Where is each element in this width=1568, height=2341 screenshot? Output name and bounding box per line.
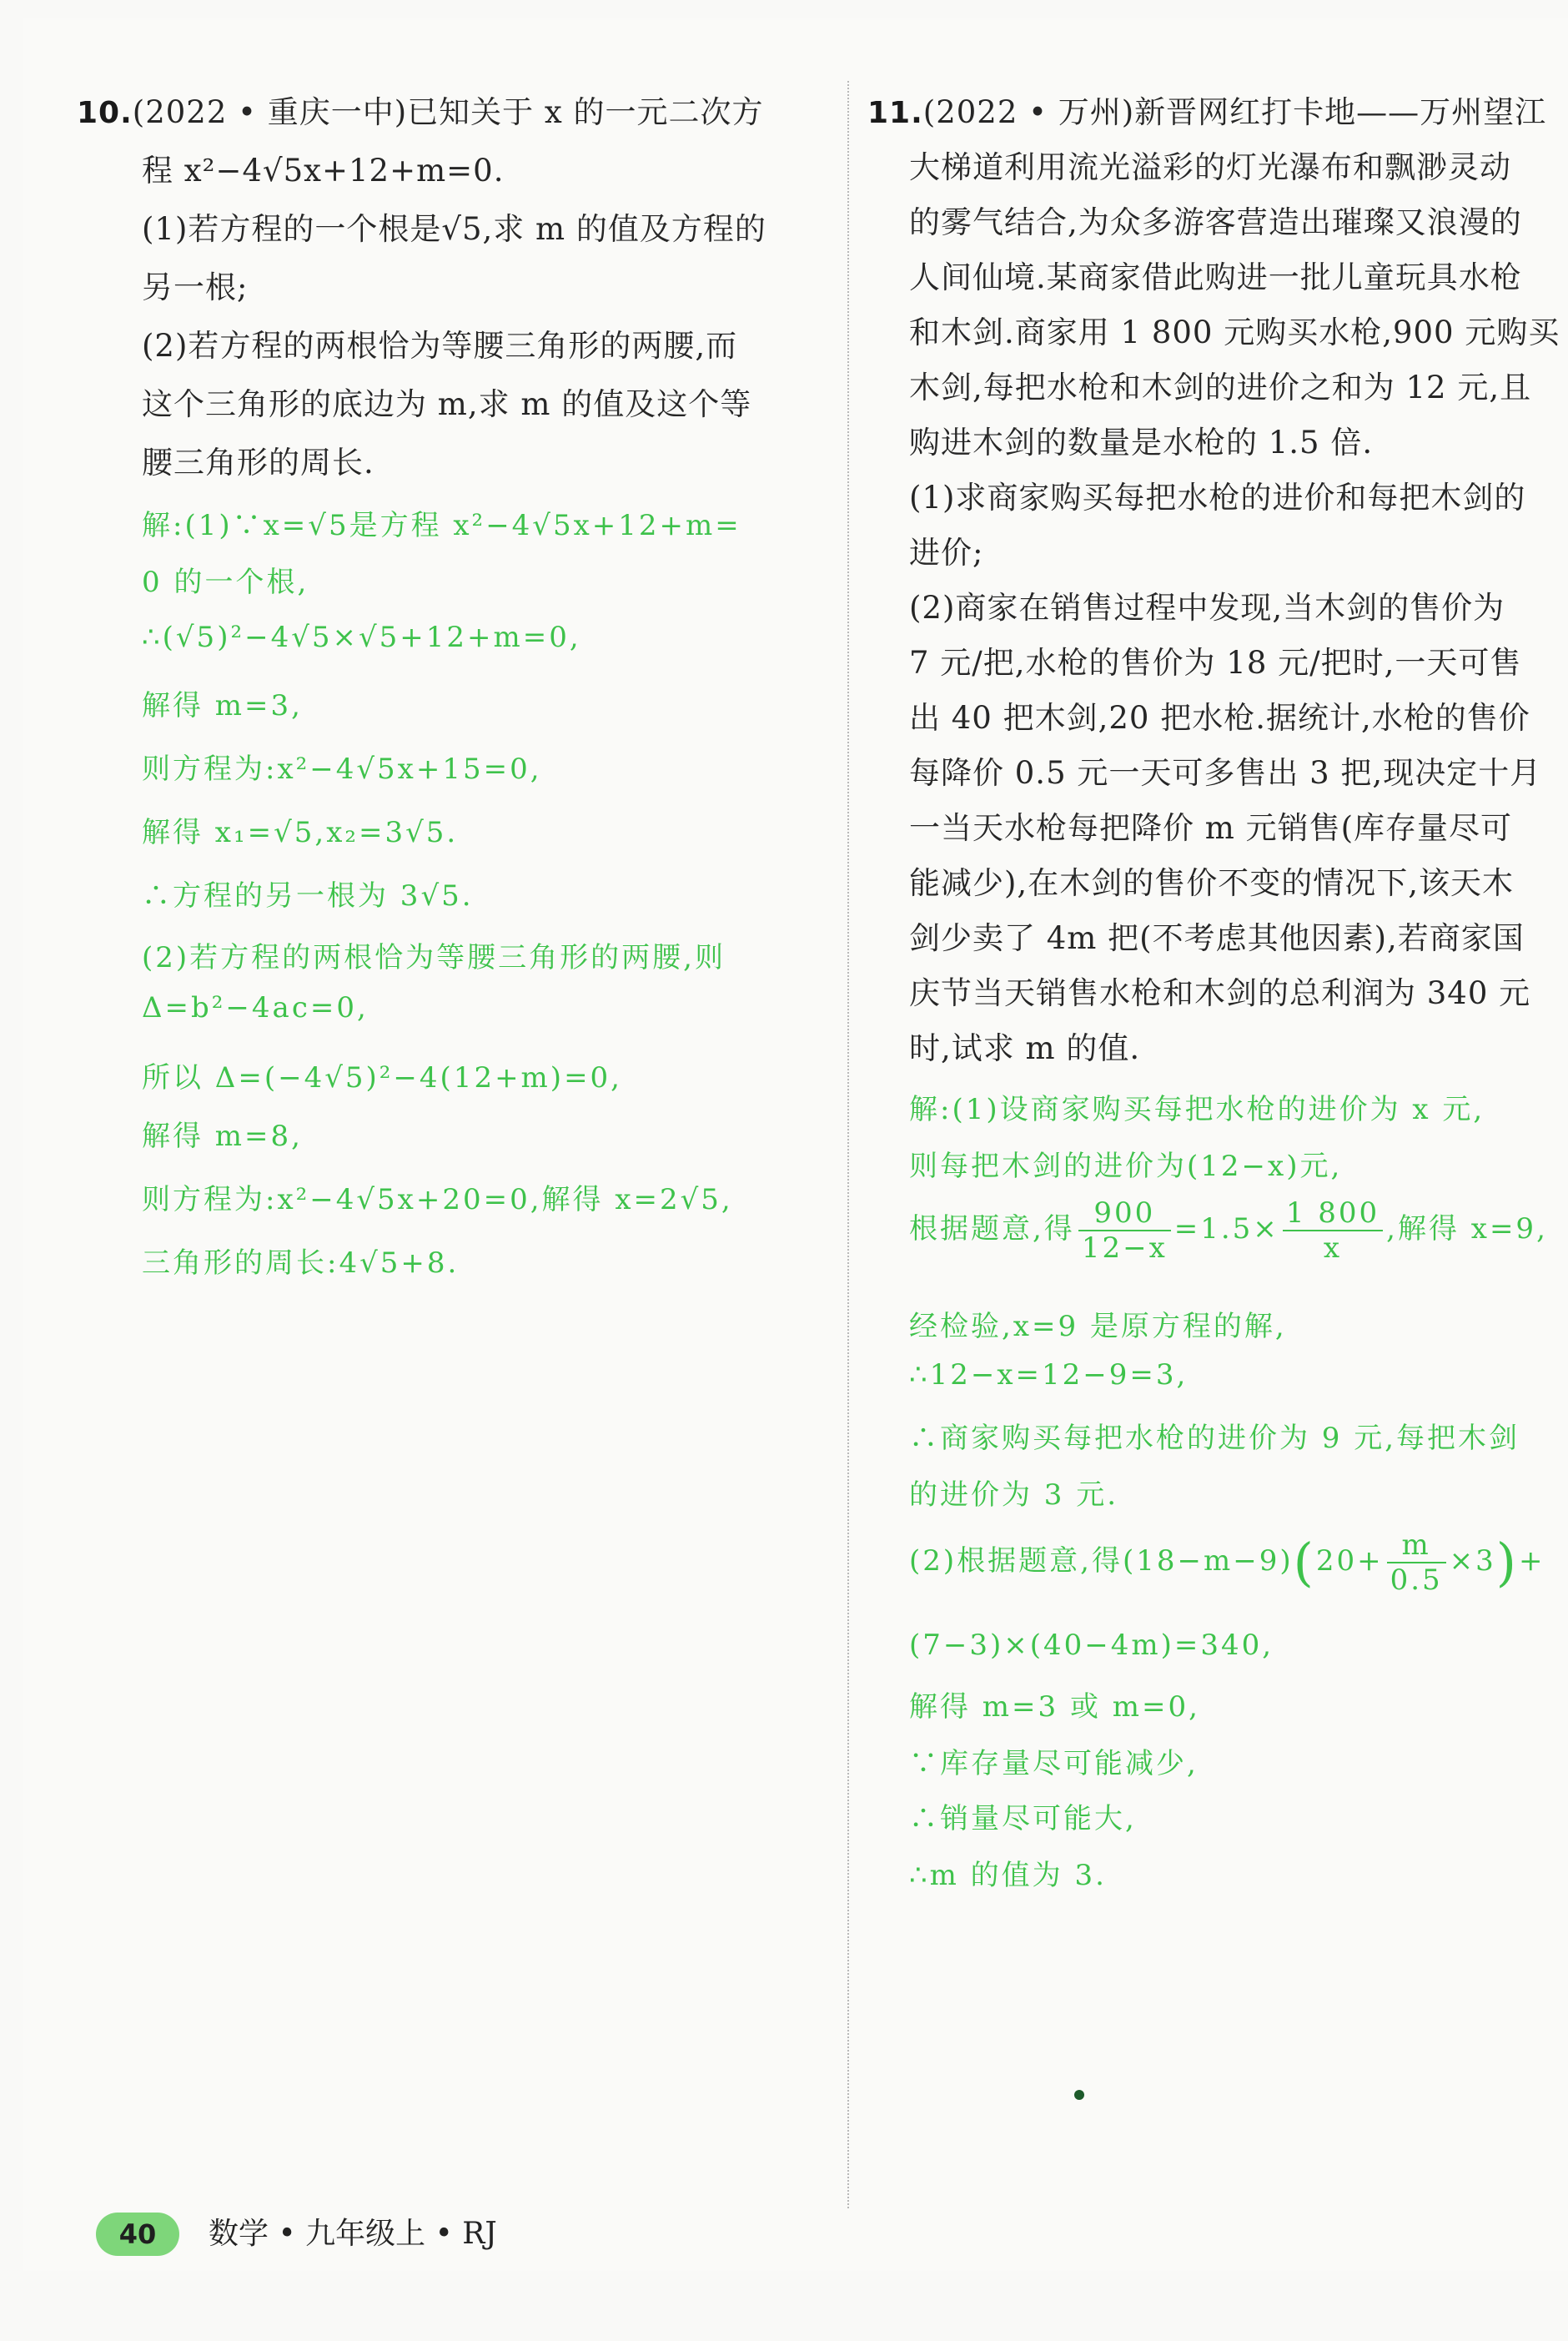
solution-11-line: ∴销量尽可能大, [909,1802,1137,1835]
problem-11-line: 木剑,每把水枪和木剑的进价之和为 12 元,且 [909,370,1532,405]
solution-10-line: 则方程为:x²−4√5x+15=0, [142,753,542,786]
problem-11-line: 庆节当天销售水枪和木剑的总利润为 340 元 [909,975,1531,1011]
solution-10-line: 解得 m=8, [142,1120,303,1153]
problem-10-line-2: 程 x²−4√5x+12+m=0. [142,153,505,189]
fraction: $\frac{m}{0.5}$ [1387,1528,1446,1597]
problem-11-line: 每降价 0.5 元一天可多售出 3 把,现决定十月 [909,755,1542,791]
solution-10-line: Δ=b²−4ac=0, [142,991,369,1025]
problem-11-line-1: 11.(2022 • 万州)新晋网红打卡地——万州望江 [867,94,1547,130]
solution-10-line: 则方程为:x²−4√5x+20=0,解得 x=2√5, [142,1183,733,1216]
problem-11-line: 一当天水枪每把降价 m 元销售(库存量尽可 [909,810,1513,846]
problem-11-line: 剑少卖了 4m 把(不考虑其他因素),若商家国 [909,920,1525,956]
solution-11-line: 解:(1)设商家购买每把水枪的进价为 x 元, [909,1093,1485,1126]
problem-11-line: 人间仙境.某商家借此购进一批儿童玩具水枪 [909,259,1522,295]
fraction: $\frac{1 800}{x}$ [1283,1196,1383,1265]
problem-11-number: 11. [867,96,923,130]
problem-10-line-1: 10.(2022 • 重庆一中)已知关于 x 的一元二次方 [77,94,764,130]
solution-11-line: ∵库存量尽可能减少, [909,1747,1199,1780]
solution-10-line: ∴(√5)²−4√5×√5+12+m=0, [142,621,581,654]
problem-10-line-6: 这个三角形的底边为 m,求 m 的值及这个等 [142,386,752,422]
solution-11-line: 则每把木剑的进价为(12−x)元, [909,1150,1343,1183]
solution-10-line: 三角形的周长:4√5+8. [142,1246,460,1280]
solution-11-line: ∴m 的值为 3. [909,1859,1107,1892]
solution-10-line: ∴方程的另一根为 3√5. [142,879,474,913]
solution-10-line: 0 的一个根, [142,566,309,599]
solution-11-line: 的进价为 3 元. [909,1478,1119,1512]
problem-11-line: 的雾气结合,为众多游客营造出璀璨又浪漫的 [909,204,1522,240]
problem-11-line: 出 40 把木剑,20 把水枪.据统计,水枪的售价 [909,700,1530,736]
page-number-badge: 40 [96,2213,179,2256]
solution-10-line: 所以 Δ=(−4√5)²−4(12+m)=0, [142,1061,622,1095]
problem-10-line-7: 腰三角形的周长. [142,445,374,481]
problem-11-line: 进价; [909,535,984,571]
problem-11-line: (2)商家在销售过程中发现,当木剑的售价为 [909,590,1505,626]
problem-11-line: 购进木剑的数量是水枪的 1.5 倍. [909,425,1374,461]
solution-11-line: 经检验,x=9 是原方程的解, [909,1310,1287,1343]
column-divider [847,81,849,2208]
solution-11-line: (7−3)×(40−4m)=340, [909,1629,1274,1662]
solution-10-line: 解得 x₁=√5,x₂=3√5. [142,816,459,849]
problem-10-number: 10. [77,96,133,130]
book-subject-label: 数学 • 九年级上 • RJ [209,2217,497,2251]
problem-10-line-3: (1)若方程的一个根是√5,求 m 的值及方程的 [142,211,766,247]
solution-11-line: ∴12−x=12−9=3, [909,1358,1189,1392]
right-column [867,18,1568,2271]
fraction: $\frac{900}{12-x}$ [1078,1196,1171,1265]
problem-11-line: 和木剑.商家用 1 800 元购买水枪,900 元购买 [909,315,1560,350]
workbook-page [23,18,1568,2271]
problem-11-line: 能减少),在木剑的售价不变的情况下,该天木 [909,865,1514,901]
solution-10-line: 解得 m=3, [142,689,303,722]
problem-10-line-5: (2)若方程的两根恰为等腰三角形的两腰,而 [142,328,738,364]
solution-11-fraction-line: 根据题意,得 $\frac{900}{12-x}$ =1.5× $\frac{1 800}{x}$ ,解得 x=9, [909,1196,1548,1265]
left-column [77,18,834,2271]
solution-10-line: 解:(1)∵x=√5是方程 x²−4√5x+12+m= [142,509,741,542]
solution-11-equation-line: (2)根据题意,得(18−m−9)(20+ $\frac{m}{0.5}$ ×3)+ [909,1528,1545,1597]
solution-11-line: ∴商家购买每把水枪的进价为 9 元,每把木剑 [909,1422,1520,1455]
decorative-dot [1074,2090,1084,2100]
problem-11-line: 时,试求 m 的值. [909,1030,1141,1066]
problem-11-line: (1)求商家购买每把水枪的进价和每把木剑的 [909,480,1526,516]
solution-10-line: (2)若方程的两根恰为等腰三角形的两腰,则 [142,941,726,974]
problem-11-line: 7 元/把,水枪的售价为 18 元/把时,一天可售 [909,645,1522,681]
problem-11-line: 大梯道利用流光溢彩的灯光瀑布和飘渺灵动 [909,149,1511,185]
solution-11-line: 解得 m=3 或 m=0, [909,1690,1200,1724]
problem-10-line-4: 另一根; [142,269,249,305]
